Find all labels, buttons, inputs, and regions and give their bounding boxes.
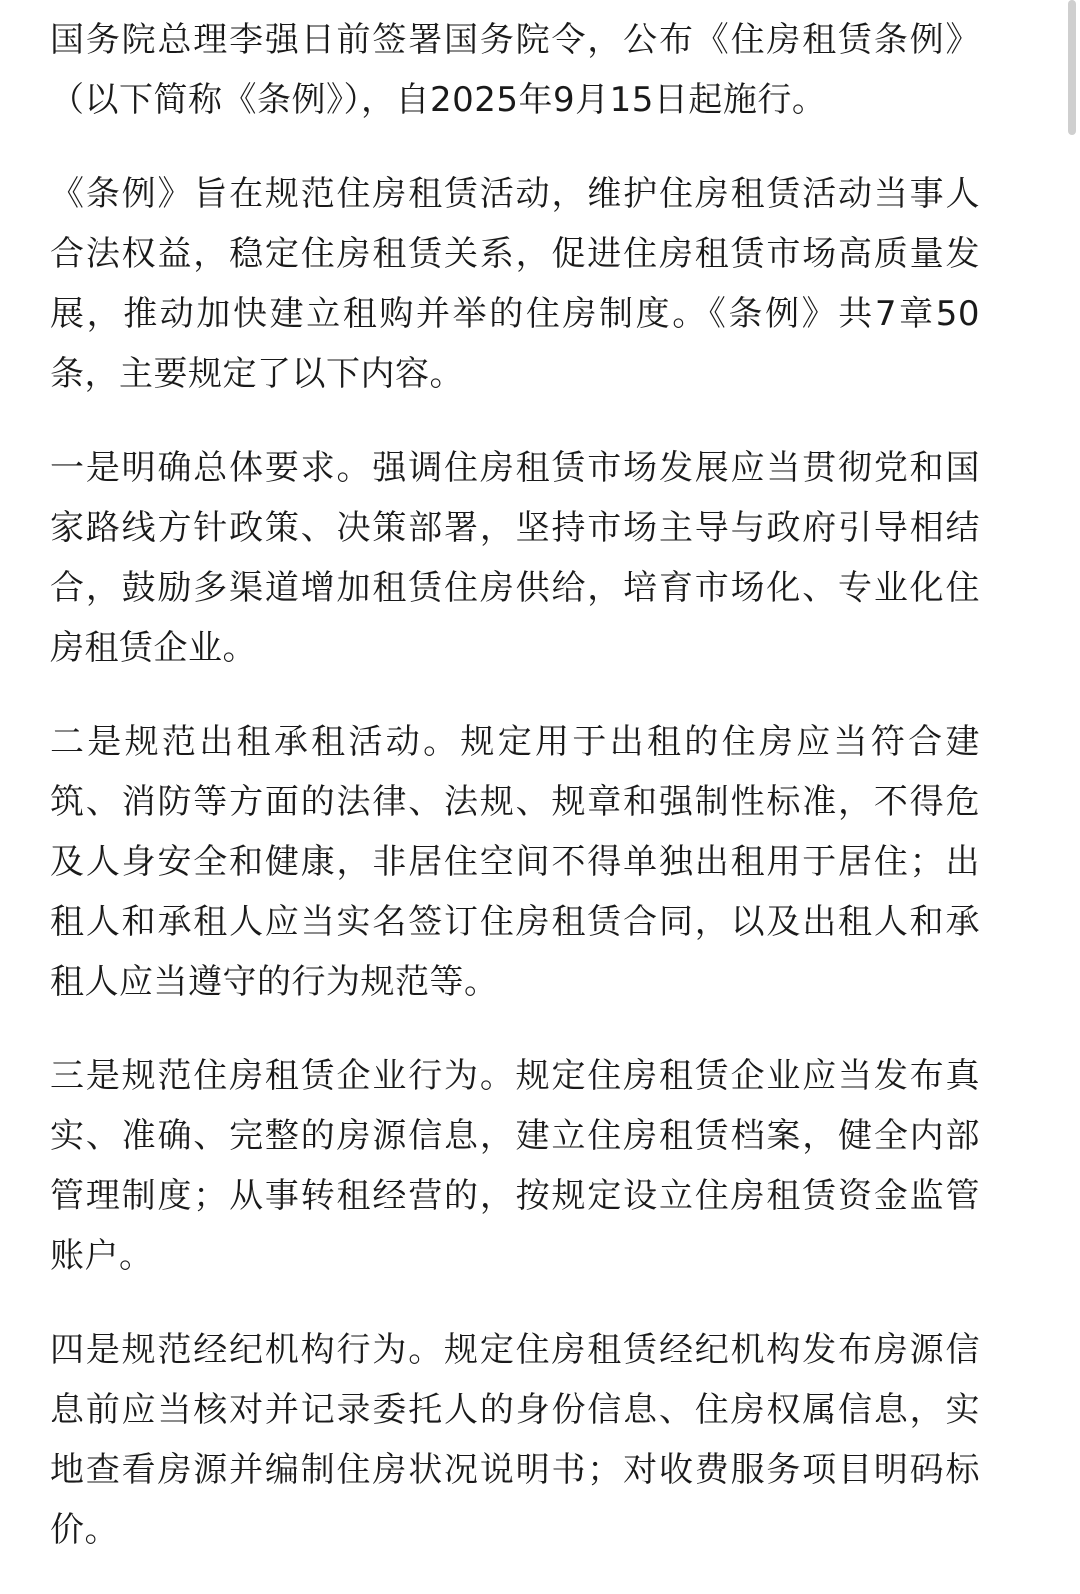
paragraph-point-4: 四是规范经纪机构行为。规定住房租赁经纪机构发布房源信息前应当核对并记录委托人的身份信息、住房权属信息，实地查看房源并编制住房状况说明书；对收费服务项目明码标价。 <box>50 1330 980 1550</box>
paragraph-point-2: 二是规范出租承租活动。规定用于出租的住房应当符合建筑、消防等方面的法律、法规、规章和强制性标准，不得危及人身安全和健康，非居住空间不得单独出租用于居住；出租人和承租人应当实名签订住房租赁合同，以及出租人和承租人应当遵守的行为规范等。 <box>50 722 980 1002</box>
scrollbar-thumb[interactable] <box>1068 0 1076 135</box>
article-body <box>50 10 980 1594</box>
paragraph-point-3: 三是规范住房租赁企业行为。规定住房租赁企业应当发布真实、准确、完整的房源信息，建立住房租赁档案，健全内部管理制度；从事转租经营的，按规定设立住房租赁资金监管账户。 <box>50 1056 980 1276</box>
paragraph-purpose: 《条例》旨在规范住房租赁活动，维护住房租赁活动当事人合法权益，稳定住房租赁关系，促进住房租赁市场高质量发展，推动加快建立租购并举的住房制度。《条例》共7章50条，主要规定了以下内容。 <box>50 174 980 394</box>
paragraph-intro: 国务院总理李强日前签署国务院令，公布《住房租赁条例》（以下简称《条例》），自2025年9月15日起施行。 <box>50 20 980 120</box>
paragraph-point-1: 一是明确总体要求。强调住房租赁市场发展应当贯彻党和国家路线方针政策、决策部署，坚持市场主导与政府引导相结合，鼓励多渠道增加租赁住房供给，培育市场化、专业化住房租赁企业。 <box>50 448 980 668</box>
